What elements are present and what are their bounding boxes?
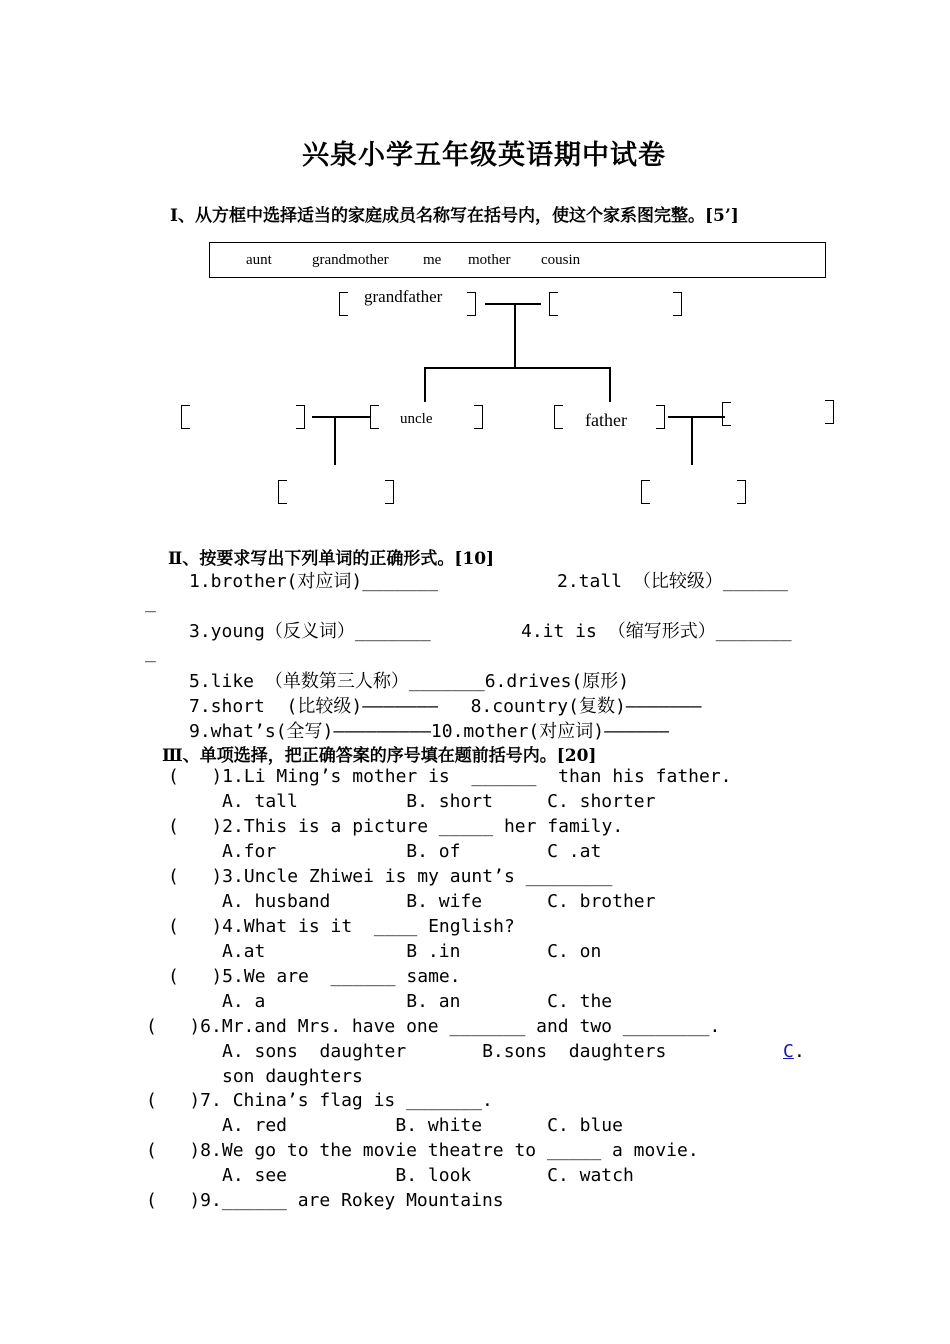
bracket-right: [656, 405, 665, 429]
option-line: A. see B. look C. watch: [222, 1165, 634, 1186]
word-bank-item: aunt: [246, 252, 272, 268]
section2-line: 5.like （单数第三人称）_______6.drives(原形): [189, 671, 630, 692]
blank-aunt-right: [296, 405, 305, 429]
section2-line: 4.it is （缩写形式）_______: [521, 621, 792, 642]
question-line: ( )3.Uncle Zhiwei is my aunt’s ________: [168, 866, 613, 887]
question-line: ( )2.This is a picture _____ her family.: [168, 816, 624, 837]
section2-heading: Ⅱ、按要求写出下列单词的正确形式。[10]: [168, 549, 495, 569]
tree-label-father: father: [585, 410, 627, 430]
option-line: A.at B .in C. on: [222, 941, 602, 962]
tree-line: [424, 367, 426, 402]
bracket-left: [370, 405, 379, 429]
word-bank-item: mother: [468, 252, 511, 268]
bracket-left: [339, 292, 348, 316]
word-bank-item: cousin: [541, 252, 581, 268]
section2-line: _: [145, 592, 156, 613]
blank-aunt-left: [181, 405, 190, 429]
blank-mother-right: [825, 400, 834, 424]
section2-line: 1.brother(对应词)_______: [189, 571, 439, 592]
word-bank-item: grandmother: [312, 252, 389, 268]
tree-line: [334, 417, 336, 465]
tree-label-uncle: uncle: [400, 411, 433, 427]
option-line: A. red B. white C. blue: [222, 1115, 623, 1136]
bracket-right: [474, 405, 483, 429]
word-bank: [209, 242, 826, 278]
option-line: son daughters: [222, 1066, 363, 1087]
page-title: 兴泉小学五年级英语期中试卷: [302, 140, 666, 171]
question-line: ( )6.Mr.and Mrs. have one _______ and two ________.: [146, 1016, 721, 1037]
option-line: A. tall B. short C. shorter: [222, 791, 656, 812]
question-line: ( )1.Li Ming’s mother is ______ than his father.: [168, 766, 732, 787]
tree-line: [691, 417, 693, 465]
section2-line: _: [145, 642, 156, 663]
question-line: ( )9.______ are Rokey Mountains: [146, 1190, 504, 1211]
question-line: ( )7. China’s flag is _______.: [146, 1090, 493, 1111]
option-line: .: [794, 1041, 805, 1062]
bracket-left: [554, 405, 563, 429]
option-line: A. sons daughter B.sons daughters: [222, 1041, 667, 1062]
section3-heading: Ⅲ、单项选择，把正确答案的序号填在题前括号内。[20]: [162, 746, 597, 766]
word-bank-item: me: [423, 252, 442, 268]
section2-line: 3.young（反义词）_______: [189, 621, 431, 642]
section2-line: 2.tall （比较级）______: [557, 571, 788, 592]
blank-me-left: [641, 480, 650, 504]
blank-grandmother-right: [673, 292, 682, 316]
bracket-right: [467, 292, 476, 316]
option-line: A. a B. an C. the: [222, 991, 613, 1012]
blank-mother-left: [722, 402, 731, 426]
section1-heading: Ⅰ、从方框中选择适当的家庭成员名称写在括号内，使这个家系图完整。[5’]: [170, 206, 739, 226]
section2-line: 7.short (比较级)——————— 8.country(复数)———————: [189, 696, 702, 717]
tree-line: [485, 303, 541, 305]
blank-me-right: [737, 480, 746, 504]
tree-line: [514, 304, 516, 368]
option-c-link[interactable]: C: [783, 1041, 794, 1062]
blank-cousin-left: [278, 480, 287, 504]
question-line: ( )4.What is it ____ English?: [168, 916, 515, 937]
section2-line: 9.what’s(全写)—————————10.mother(对应词)——————: [189, 721, 670, 742]
question-line: ( )5.We are ______ same.: [168, 966, 461, 987]
question-line: ( )8.We go to the movie theatre to _____ a movie.: [146, 1140, 699, 1161]
option-line: A. husband B. wife C. brother: [222, 891, 656, 912]
tree-line: [668, 416, 725, 418]
tree-line: [424, 367, 611, 369]
blank-grandmother-left: [549, 292, 558, 316]
blank-cousin-right: [385, 480, 394, 504]
tree-label-grandfather: grandfather: [364, 287, 443, 306]
option-line: A.for B. of C .at: [222, 841, 602, 862]
tree-line: [609, 367, 611, 402]
tree-line: [312, 416, 370, 418]
